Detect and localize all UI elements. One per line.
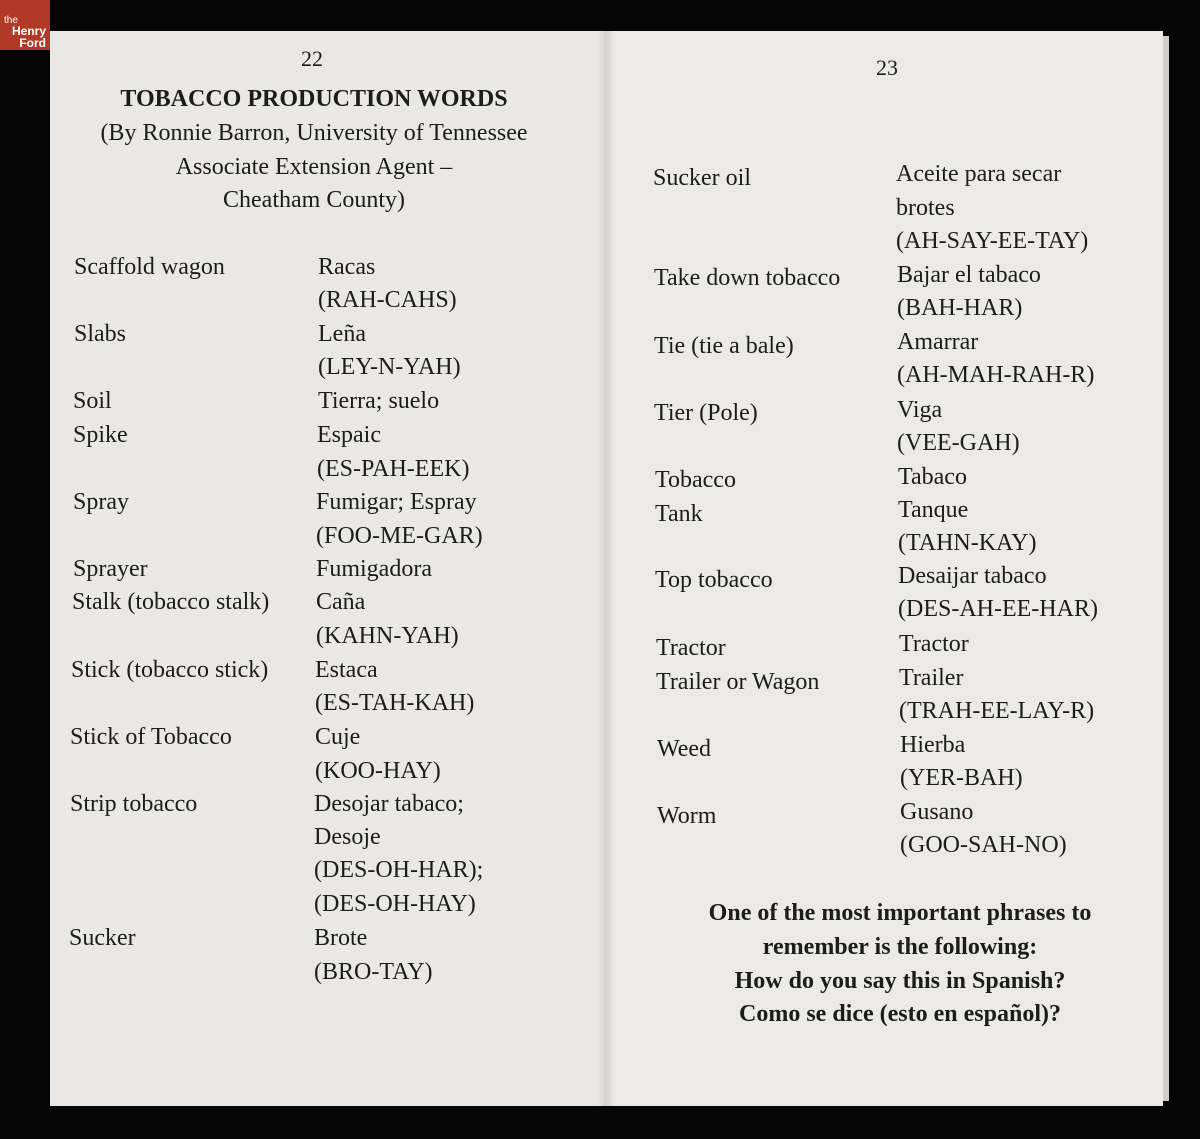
term: Take down tobacco [654,265,841,291]
term: Trailer or Wagon [656,669,820,695]
pronunciation: (BRO-TAY) [314,959,433,985]
translation: Desojar tabaco; [314,791,464,817]
pronunciation: (DES-OH-HAY) [314,891,476,917]
term: Top tobacco [655,567,773,593]
pronunciation: (ES-TAH-KAH) [315,690,475,716]
translation: Bajar el tabaco [897,262,1041,288]
term: Scaffold wagon [74,254,225,280]
page-title: TOBACCO PRODUCTION WORDS [120,86,508,112]
term: Sucker oil [653,165,751,191]
left-page-number: 22 [301,46,323,71]
page-edge [1163,36,1169,1101]
term: Soil [73,388,112,414]
pronunciation: (RAH-CAHS) [318,287,457,313]
logo-henry: Henry [11,24,46,38]
translation-line: brotes [896,195,955,221]
term: Stick (tobacco stick) [71,657,269,683]
translation: Caña [316,589,366,615]
closing-line-1: One of the most important phrases to [708,900,1092,926]
term: Stick of Tobacco [70,724,232,750]
translation-line: Desoje [314,824,381,850]
pronunciation: (AH-SAY-EE-TAY) [896,228,1089,254]
translation: Fumigar; Espray [316,489,477,515]
book-gutter [598,31,614,1106]
term: Weed [657,736,712,762]
credit-line-3: Cheatham County) [223,187,405,213]
translation: Leña [318,321,366,347]
translation: Trailer [899,665,964,691]
pronunciation: (VEE-GAH) [897,430,1020,456]
term: Tier (Pole) [654,400,758,426]
right-page-number: 23 [876,55,898,80]
translation: Hierba [900,732,966,758]
closing-line-3: How do you say this in Spanish? [734,968,1066,994]
closing-line-4: Como se dice (esto en español)? [739,1001,1061,1027]
term: Tank [655,501,703,527]
term: Tobacco [655,467,736,493]
pronunciation: (DES-AH-EE-HAR) [898,596,1098,622]
translation: Cuje [315,724,361,750]
henry-ford-logo [0,0,50,50]
translation: Brote [314,925,368,951]
credit-line-2: Associate Extension Agent – [175,154,453,180]
term: Strip tobacco [70,791,198,817]
translation: Racas [318,254,376,280]
term: Stalk (tobacco stalk) [72,589,270,615]
term: Spray [73,489,129,515]
term: Spike [73,422,128,448]
translation: Tierra; suelo [318,388,440,414]
translation: Viga [897,397,943,423]
pronunciation: (DES-OH-HAR); [314,857,484,883]
term: Sucker [69,925,136,951]
pronunciation: (KAHN-YAH) [316,623,459,649]
credit-line-1: (By Ronnie Barron, University of Tennessee [100,120,528,146]
translation: Aceite para secar [896,161,1062,187]
pronunciation: (FOO-ME-GAR) [316,523,483,549]
closing-line-2: remember is the following: [762,934,1038,960]
term: Tractor [656,635,726,661]
term: Tie (tie a bale) [654,333,794,359]
translation: Gusano [900,799,974,825]
pronunciation: (TRAH-EE-LAY-R) [899,698,1095,724]
translation: Amarrar [897,329,979,355]
pronunciation: (TAHN-KAY) [898,530,1037,556]
pronunciation: (ES-PAH-EEK) [317,456,470,482]
logo-the: the [4,15,18,26]
translation: Tabaco [898,464,967,490]
translation: Estaca [315,657,378,683]
translation: Tanque [898,497,969,523]
term: Worm [657,803,717,829]
translation: Desaijar tabaco [898,563,1047,589]
translation: Tractor [899,631,969,657]
pronunciation: (GOO-SAH-NO) [900,832,1067,858]
pronunciation: (BAH-HAR) [897,295,1023,321]
term: Slabs [74,321,127,347]
pronunciation: (YER-BAH) [900,765,1023,791]
pronunciation: (LEY-N-YAH) [318,354,461,380]
translation: Espaic [317,422,381,448]
pronunciation: (KOO-HAY) [315,758,441,784]
translation: Fumigadora [316,556,432,582]
logo-ford: Ford [19,36,46,50]
term: Sprayer [73,556,148,582]
pronunciation: (AH-MAH-RAH-R) [897,362,1095,388]
